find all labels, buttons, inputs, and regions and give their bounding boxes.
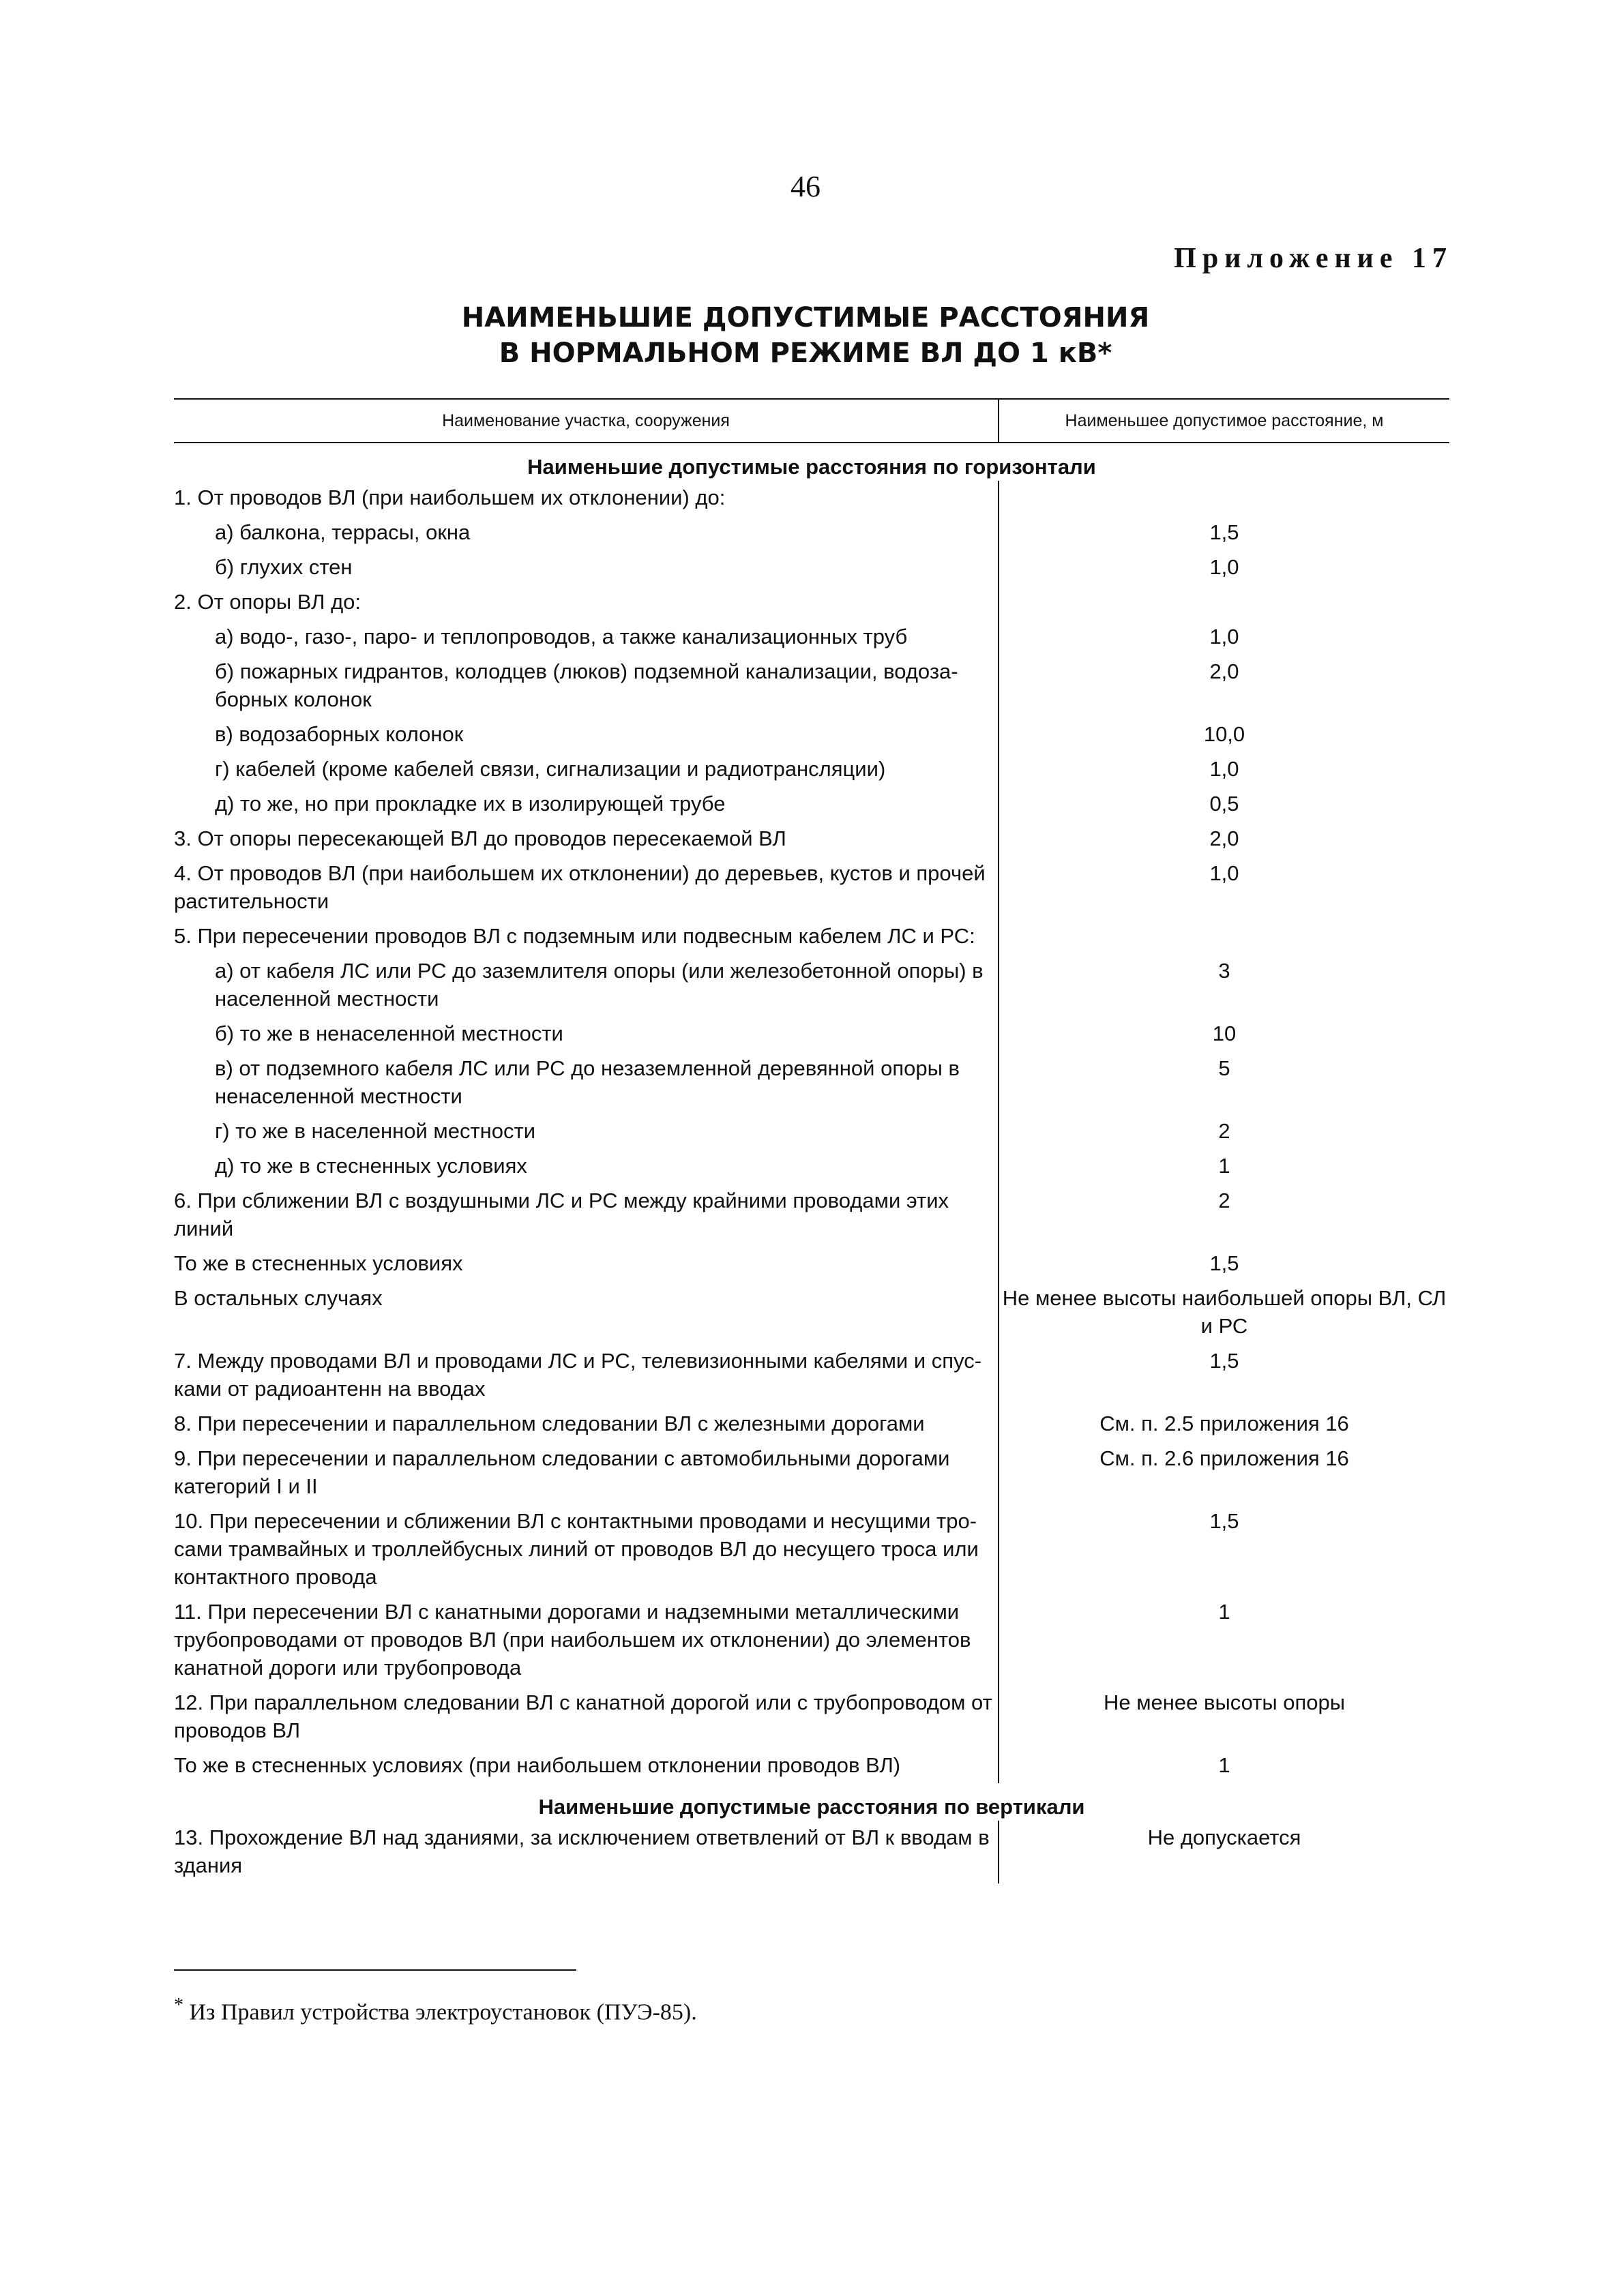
- row-description: г) кабелей (кроме кабелей связи, сигнализации и радиотрансляции): [174, 752, 999, 787]
- table-row: [174, 1504, 1449, 1595]
- table-row: [174, 1442, 1449, 1504]
- table-row: [174, 856, 1449, 919]
- row-description: д) то же, но при прокладке их в изолирующей трубе: [174, 787, 999, 822]
- row-description: б) то же в ненаселенной местности: [174, 1017, 999, 1052]
- footnote: [174, 1995, 697, 2025]
- row-description: 12. При параллельном следовании ВЛ с канатной дорогой или с трубопроводом от проводов ВЛ: [174, 1686, 999, 1748]
- row-distance-value: Не менее высоты наибольшей опоры ВЛ, СЛ и РС: [1002, 1286, 1447, 1338]
- title-line-2: В НОРМАЛЬНОМ РЕЖИМЕ ВЛ ДО 1 кВ*: [499, 338, 1112, 369]
- row-description: д) то же в стесненных условиях: [174, 1149, 999, 1184]
- row-distance-value: [999, 585, 1449, 620]
- row-description: в) водозаборных колонок: [174, 717, 999, 752]
- row-description: 8. При пересечении и параллельном следовании ВЛ с железными дорогами: [174, 1407, 999, 1442]
- title-line-1: НАИМЕНЬШИЕ ДОПУСТИМЫЕ РАССТОЯНИЯ: [461, 302, 1150, 333]
- row-description: в) от подземного кабеля ЛС или РС до незаземленной деревянной опоры в ненаселенной местности: [174, 1052, 999, 1114]
- table-row: [174, 954, 1449, 1017]
- row-description: 10. При пересечении и сближении ВЛ с контактными проводами и несущими тро-сами трамвайных и троллейбусных линий от проводов ВЛ до несущего троса или контактного провода: [174, 1504, 999, 1595]
- row-distance-value: [999, 919, 1449, 954]
- footnote-text: Из Правил устройства электроустановок (ПУЭ-85).: [183, 1999, 697, 2025]
- table-row: [174, 787, 1449, 822]
- section-heading-vertical: Наименьшие допустимые расстояния по вертикали: [538, 1795, 1085, 1819]
- row-description: 1. От проводов ВЛ (при наибольшем их отклонении) до:: [174, 481, 999, 516]
- table-row: [174, 1686, 1449, 1748]
- row-description: То же в стесненных условиях (при наибольшем отклонении проводов ВЛ): [174, 1748, 999, 1783]
- row-description: 9. При пересечении и параллельном следовании с автомобильными дорогами категорий I и II: [174, 1442, 999, 1504]
- table-row: [174, 1052, 1449, 1114]
- table-row: [174, 1821, 1449, 1883]
- row-distance-value: 1,0: [1209, 625, 1239, 648]
- appendix-label: Приложение 17: [1174, 243, 1453, 274]
- row-distance-value: 2,0: [1209, 826, 1239, 850]
- table-row: [174, 1184, 1449, 1247]
- row-distance-value: 1,0: [1209, 757, 1239, 781]
- footnote-mark: *: [174, 1995, 183, 2016]
- row-distance-value: 1: [1218, 1600, 1230, 1624]
- table-row: [174, 1247, 1449, 1281]
- row-description: В остальных случаях: [174, 1281, 999, 1344]
- table-row: [174, 1017, 1449, 1052]
- row-distance-value: 1,0: [1209, 861, 1239, 885]
- table-row: [174, 1407, 1449, 1442]
- row-distance-value: 10: [1212, 1022, 1237, 1045]
- row-distance-value: [999, 481, 1449, 516]
- row-distance-value: 1,5: [1209, 1509, 1239, 1533]
- row-distance-value: 1,5: [1209, 1349, 1239, 1373]
- table-row: [174, 620, 1449, 655]
- row-distance-value: Не менее высоты опоры: [1103, 1690, 1346, 1714]
- row-distance-value: 0,5: [1209, 792, 1239, 816]
- table-row: [174, 919, 1449, 954]
- row-distance-value: 1: [1218, 1154, 1230, 1178]
- row-distance-value: 2: [1218, 1119, 1230, 1143]
- row-distance-value: 1,5: [1209, 520, 1239, 544]
- row-description: То же в стесненных условиях: [174, 1247, 999, 1281]
- row-distance-value: 5: [1218, 1056, 1230, 1080]
- row-description: г) то же в населенной местности: [174, 1114, 999, 1149]
- row-distance-value: 10,0: [1203, 722, 1245, 746]
- section-heading-horizontal: Наименьшие допустимые расстояния по горизонтали: [527, 455, 1096, 479]
- row-distance-value: См. п. 2.6 приложения 16: [1099, 1446, 1349, 1470]
- table-row: [174, 717, 1449, 752]
- table-row: [174, 1595, 1449, 1686]
- table-row: [174, 752, 1449, 787]
- rows-vertical: [174, 1821, 1449, 1883]
- row-description: 7. Между проводами ВЛ и проводами ЛС и РС, телевизионными кабелями и спус-ками от радиоантенн на вводах: [174, 1344, 999, 1407]
- row-distance-value: 1,5: [1209, 1251, 1239, 1275]
- row-distance-value: 3: [1218, 959, 1230, 983]
- table-row: [174, 1149, 1449, 1184]
- table-row: [174, 655, 1449, 717]
- row-distance-value: 2,0: [1209, 659, 1239, 683]
- row-description: 4. От проводов ВЛ (при наибольшем их отклонении) до деревьев, кустов и прочей растительности: [174, 856, 999, 919]
- row-description: а) от кабеля ЛС или РС до заземлителя опоры (или железобетонной опоры) в населенной местности: [174, 954, 999, 1017]
- row-description: а) водо-, газо-, паро- и теплопроводов, а также канализационных труб: [174, 620, 999, 655]
- table-row: [174, 516, 1449, 550]
- rows-horizontal: [174, 481, 1449, 1783]
- footnote-divider: [174, 1969, 576, 1971]
- row-distance-value: 2: [1218, 1189, 1230, 1212]
- row-description: 11. При пересечении ВЛ с канатными дорогами и надземными металлическими трубопроводами от проводов ВЛ (при наибольшем их отклонении) до элементов канатной дороги или трубопровода: [174, 1595, 999, 1686]
- distances-table: [174, 398, 1449, 1883]
- row-description: 13. Прохождение ВЛ над зданиями, за исключением ответвлений от ВЛ к вводам в здания: [174, 1821, 999, 1883]
- row-distance-value: 1,0: [1209, 555, 1239, 579]
- row-description: 3. От опоры пересекающей ВЛ до проводов пересекаемой ВЛ: [174, 822, 999, 856]
- page-number: 46: [790, 170, 821, 203]
- row-description: 5. При пересечении проводов ВЛ с подземным или подвесным кабелем ЛС и РС:: [174, 919, 999, 954]
- row-description: а) балкона, террасы, окна: [174, 516, 999, 550]
- row-distance-value: Не допускается: [1147, 1825, 1301, 1849]
- row-description: б) глухих стен: [174, 550, 999, 585]
- table-header: [174, 398, 1449, 443]
- column-header-site: Наименование участка, сооружения: [174, 400, 999, 442]
- row-distance-value: См. п. 2.5 приложения 16: [1099, 1412, 1349, 1435]
- column-header-distance: Наименьшее допустимое расстояние, м: [1065, 411, 1384, 430]
- table-row: [174, 550, 1449, 585]
- row-description: 2. От опоры ВЛ до:: [174, 585, 999, 620]
- table-row: [174, 1344, 1449, 1407]
- row-distance-value: 1: [1218, 1753, 1230, 1777]
- table-row: [174, 585, 1449, 620]
- table-row: [174, 481, 1449, 516]
- table-row: [174, 1114, 1449, 1149]
- table-row: [174, 822, 1449, 856]
- table-row: [174, 1281, 1449, 1344]
- document-title: [0, 300, 1611, 371]
- row-description: 6. При сближении ВЛ с воздушными ЛС и РС между крайними проводами этих линий: [174, 1184, 999, 1247]
- table-row: [174, 1748, 1449, 1783]
- row-description: б) пожарных гидрантов, колодцев (люков) подземной канализации, водоза-борных колонок: [174, 655, 999, 717]
